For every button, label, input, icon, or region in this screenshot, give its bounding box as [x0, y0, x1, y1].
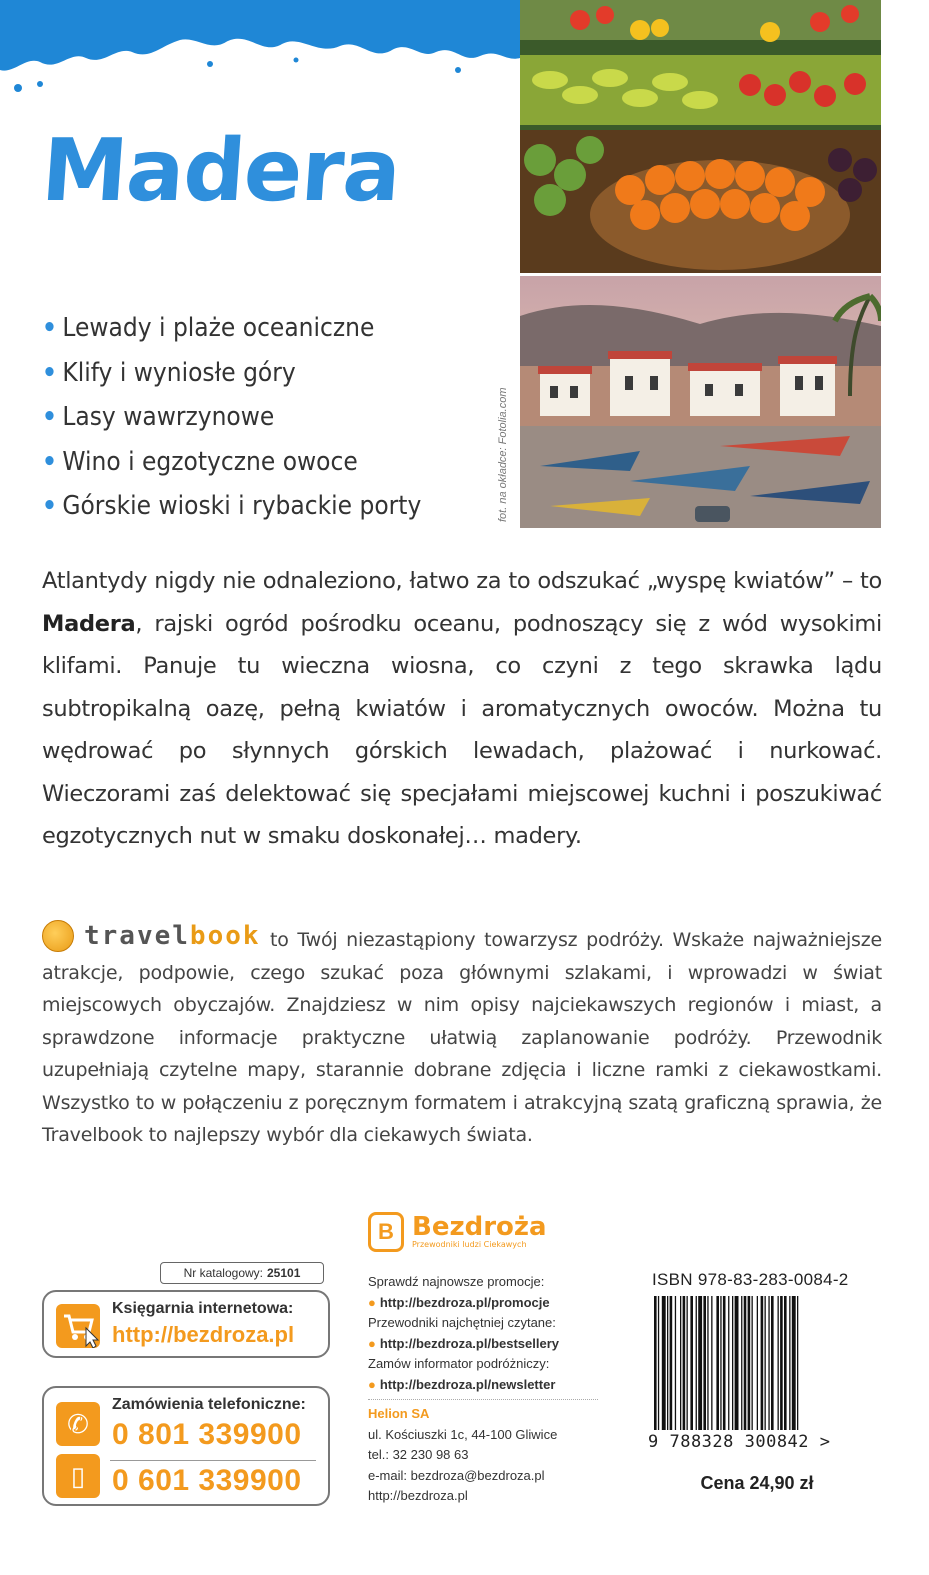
- isbn: ISBN 978-83-283-0084-2: [652, 1270, 849, 1289]
- newsletter-link[interactable]: ● http://bezdroza.pl/newsletter: [368, 1376, 556, 1392]
- company-phone: tel.: 32 230 98 63: [368, 1447, 469, 1462]
- promotions-link[interactable]: ● http://bezdroza.pl/promocje: [368, 1294, 550, 1310]
- barcode-digits: 9 788328 300842 >: [648, 1432, 831, 1452]
- blue-brush-band: [0, 0, 520, 110]
- publisher-links: Sprawdź najnowsze promocje: ● http://bezdroza.pl/promocje Przewodniki najchętniej czytane: ● http://bezdroza.pl/bestsellery Zamów informator podróżniczy: ● http://bezdroza.pl/newsletter Helion SA ul. Kościuszki 1c, 44-100 Gliwice tel.: 32 230 98 63 e-mail: bezdroza@bezdroza.pl http://bezdroza.pl: [368, 1272, 608, 1507]
- description-paragraph: Atlantydy nigdy nie odnaleziono, łatwo za to odszukać „wyspę kwiatów” – to Madera, rajski ogród pośrodku oceanu, podnoszący się z wód wysokimi klifami. Panuje tu wieczna wiosna, co czyni z tego skrawka lądu subtropikalną oazę, pełną kwiatów i aromatycznych owoców. Można tu wędrować po słynnych górskich lewadach, plażować i nurkować. Wieczorami zaś delektować się specjałami miejscowej kuchni i poszukiwać egzotycznych nut w smaku doskonałej… madery.: [42, 568, 882, 849]
- company-name: Helion SA: [368, 1406, 430, 1421]
- shop-url-link[interactable]: http://bezdroza.pl: [112, 1322, 295, 1347]
- mobile-phone-icon: ▯: [56, 1454, 100, 1498]
- company-email: e-mail: bezdroza@bezdroza.pl: [368, 1467, 545, 1483]
- bestsellers-link[interactable]: ● http://bezdroza.pl/bestsellery: [368, 1335, 560, 1351]
- barcode: [652, 1296, 852, 1430]
- feature-item: • Wino i egzotyczne owoce: [42, 446, 358, 477]
- divider: [110, 1460, 316, 1461]
- company-address: ul. Kościuszki 1c, 44-100 Gliwice: [368, 1426, 558, 1442]
- phone-icon: ✆: [56, 1402, 100, 1446]
- feature-item: • Górskie wioski i rybackie porty: [42, 491, 422, 521]
- publisher-mark-icon: B: [368, 1212, 404, 1252]
- bullet-icon: •: [42, 357, 57, 388]
- phone-number-landline: 0 801 339900: [112, 1418, 302, 1451]
- bullet-icon: •: [42, 313, 57, 343]
- bullet-icon: ●: [368, 1294, 376, 1310]
- harbor-photo: [520, 276, 881, 528]
- price: Cena 24,90 zł: [700, 1473, 814, 1493]
- company-website: http://bezdroza.pl: [368, 1488, 468, 1503]
- catalog-number: Nr katalogowy: 25101: [160, 1262, 324, 1284]
- bullet-icon: •: [42, 446, 57, 477]
- shop-label: Księgarnia internetowa:: [112, 1300, 294, 1317]
- feature-item: • Lasy wawrzynowe: [42, 402, 275, 432]
- photo-credit: fot. na okładce: Fotolia.com: [497, 387, 509, 522]
- book-title: Madera: [38, 121, 404, 221]
- fruit-market-photo: [520, 0, 881, 273]
- bullet-icon: ●: [368, 1376, 376, 1392]
- bullet-icon: •: [42, 491, 57, 521]
- divider: [368, 1399, 598, 1400]
- feature-item: • Klify i wyniosłe góry: [42, 357, 296, 388]
- bullet-icon: •: [42, 402, 57, 432]
- publisher-logo: B Bezdroża Przewodniki ludzi Ciekawych: [368, 1212, 547, 1252]
- phone-label: Zamówienia telefoniczne:: [112, 1396, 306, 1413]
- online-shop-box: [42, 1290, 330, 1358]
- feature-list: [42, 308, 463, 531]
- shopping-cart-icon: [56, 1304, 100, 1348]
- travelbook-paragraph: to Twój niezastąpiony towarzysz podróży. Wskaże najważniejsze atrakcje, podpowie, czego szukać poza głównymi szlakami, i wprowadzi w świat miejscowych obyczajów. Znajdziesz w nim opisy najciekawszych regionów i miast, a sprawdzone informacje praktyczne ułatwią zaplanowanie podróży. Przewodnik uzupełniają czytelne mapy, starannie dobrane zdjęcia i liczne ramki z ciekawostkami. Wszystko to w połączeniu z poręcznym formatem i atrakcyjną szatą graficzną sprawia, że Travelbook to najlepszy wybór dla ciekawych świata.: [42, 929, 882, 1146]
- bullet-icon: ●: [368, 1335, 376, 1351]
- phone-number-mobile: 0 601 339900: [112, 1464, 302, 1497]
- phone-order-box: [42, 1386, 330, 1506]
- feature-item: • Lewady i plaże oceaniczne: [42, 313, 375, 343]
- travelbook-logo: travelbook: [42, 920, 261, 952]
